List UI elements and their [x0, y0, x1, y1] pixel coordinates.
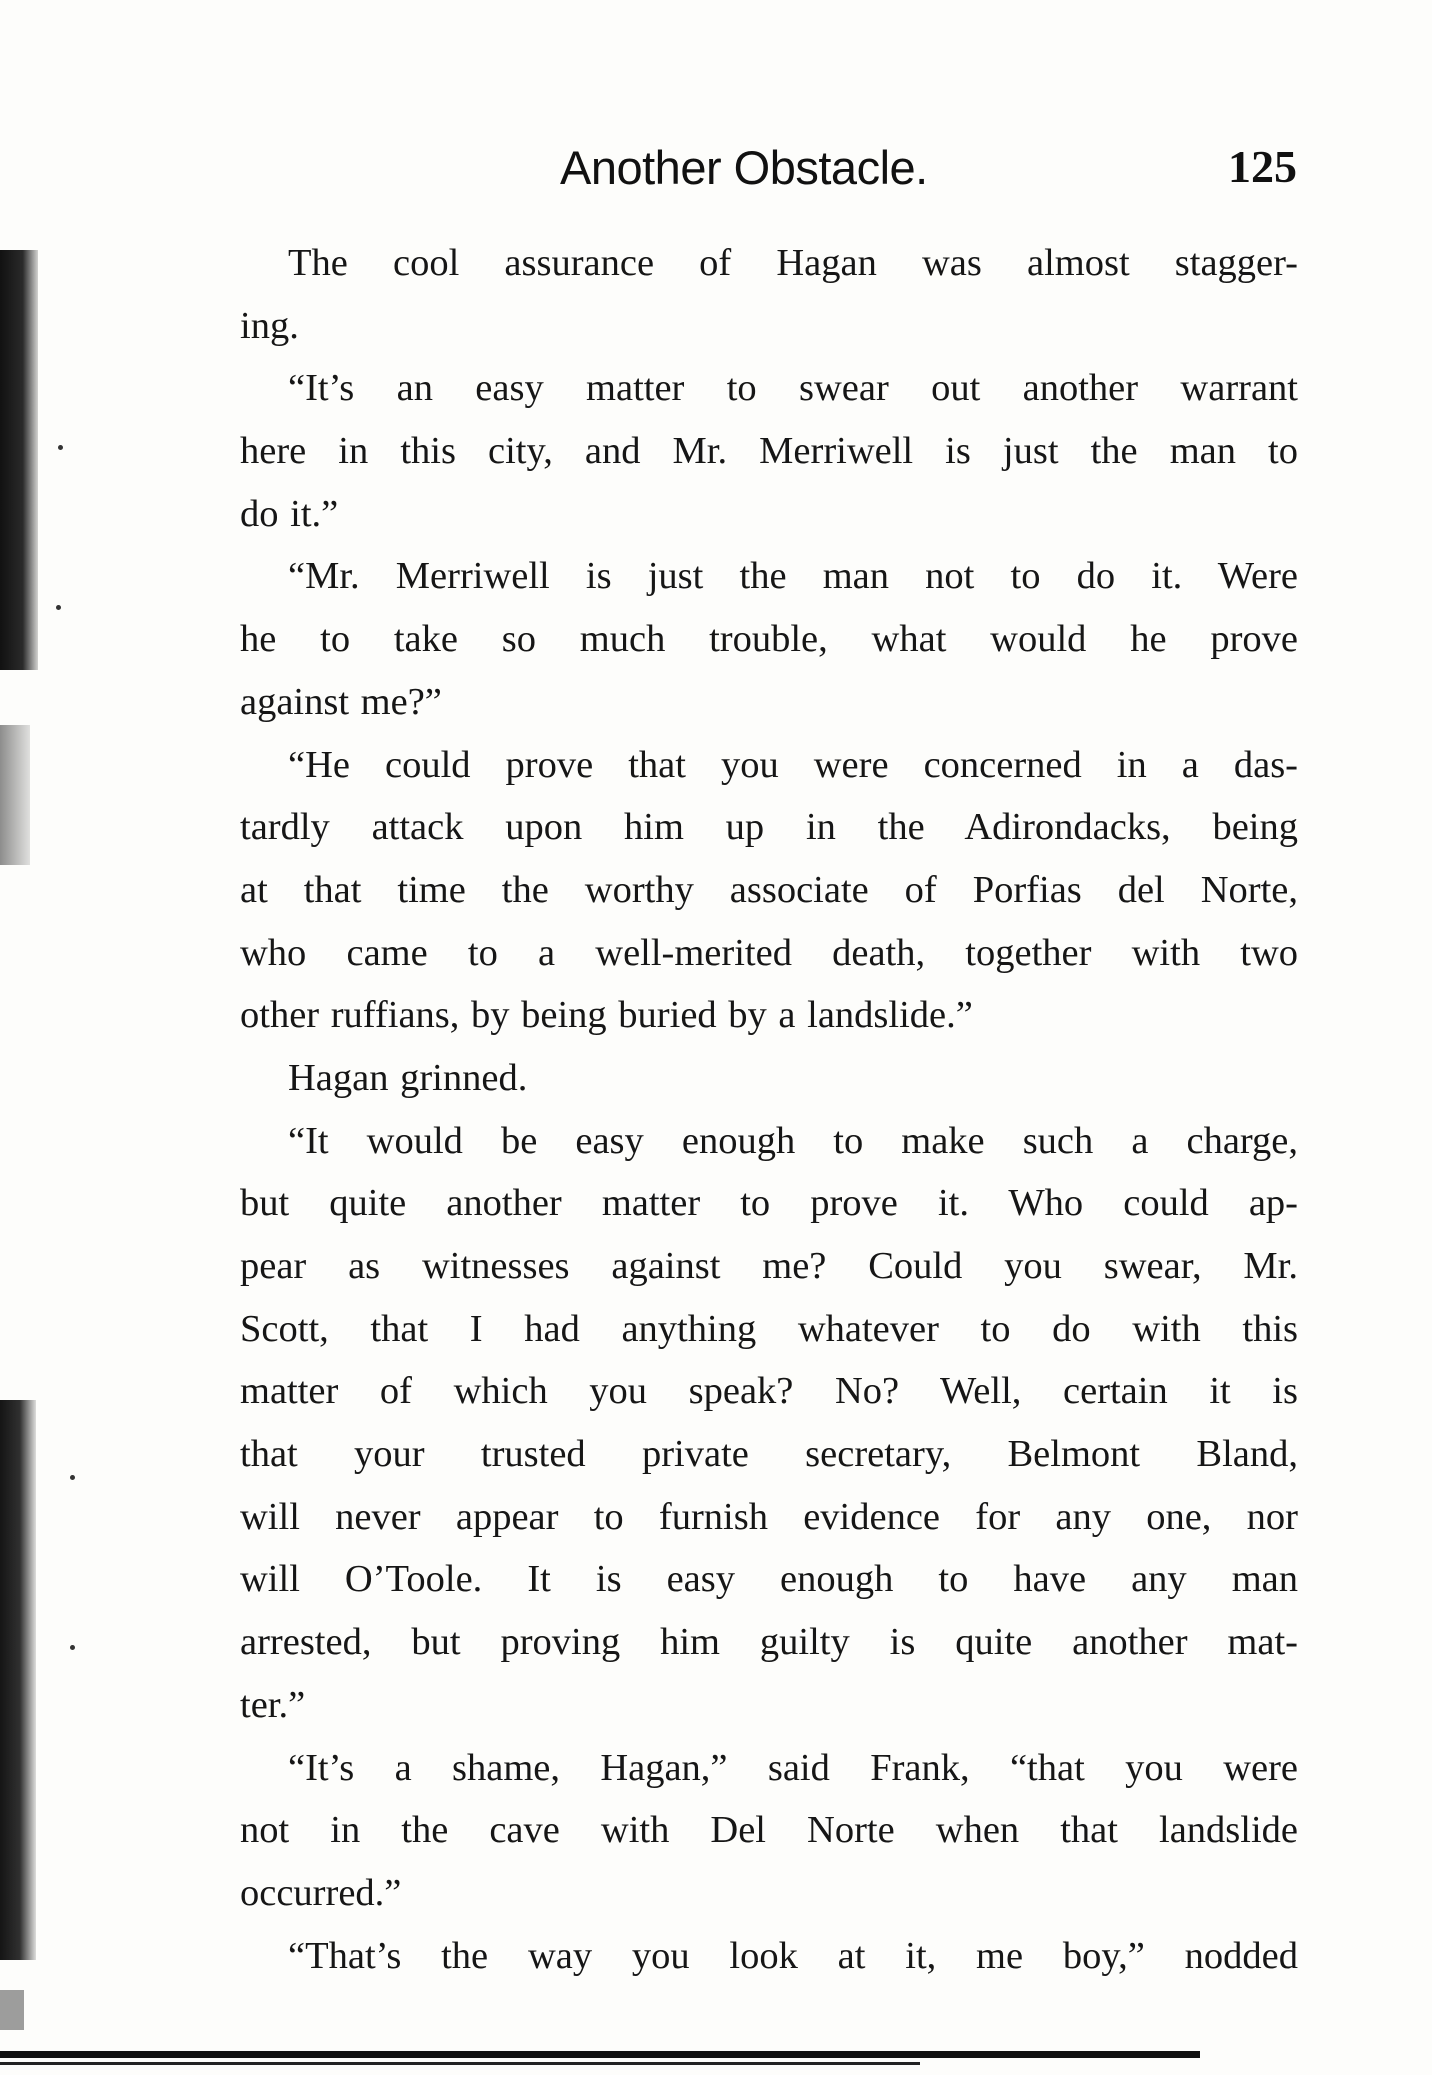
scan-speck — [70, 1475, 75, 1480]
text-line: tardly attack upon him up in the Adirondacks, being — [240, 806, 1298, 849]
text-line: Scott, that I had anything whatever to do with this — [240, 1307, 1298, 1350]
text-line: here in this city, and Mr. Merriwell is just the man to — [240, 430, 1298, 473]
text-line: not in the cave with Del Norte when that landslide — [240, 1809, 1298, 1852]
scan-speck — [56, 605, 61, 610]
text-line: that your trusted private secretary, Belmont Bland, — [240, 1433, 1298, 1476]
scan-edge-mark — [0, 725, 30, 865]
text-line: “It’s an easy matter to swear out another warrant — [288, 367, 1298, 410]
text-line: other ruffians, by being buried by a landslide.” — [240, 994, 973, 1037]
text-line: Hagan grinned. — [288, 1056, 528, 1099]
text-line: “Mr. Merriwell is just the man not to do it. Were — [288, 555, 1298, 598]
text-line: “It would be easy enough to make such a charge, — [288, 1119, 1298, 1162]
text-line: ing. — [240, 304, 299, 347]
text-line: matter of which you speak? No? Well, certain it is — [240, 1370, 1298, 1413]
text-line: will O’Toole. It is easy enough to have any man — [240, 1558, 1298, 1601]
text-line: “He could prove that you were concerned in a das- — [288, 743, 1298, 786]
bottom-rule-thin — [0, 2062, 920, 2065]
scan-edge-mark — [0, 1400, 36, 1960]
text-line: ter.” — [240, 1683, 306, 1726]
scan-edge-mark — [0, 1990, 24, 2030]
text-line: “That’s the way you look at it, me boy,” nodded — [288, 1934, 1298, 1977]
text-line: against me?” — [240, 680, 442, 723]
scan-edge-mark — [0, 250, 38, 670]
text-line: he to take so much trouble, what would he prove — [240, 618, 1298, 661]
scan-speck — [70, 1645, 75, 1650]
text-line: pear as witnesses against me? Could you swear, Mr. — [240, 1245, 1298, 1287]
text-line: arrested, but proving him guilty is quite another mat- — [240, 1621, 1298, 1664]
text-line: The cool assurance of Hagan was almost stagger- — [288, 242, 1298, 284]
text-line: at that time the worthy associate of Porfias del Norte, — [240, 868, 1298, 911]
body-text — [240, 232, 1298, 1987]
running-head — [0, 140, 1432, 210]
scan-speck — [58, 445, 63, 450]
text-line: “It’s a shame, Hagan,” said Frank, “that you were — [288, 1746, 1298, 1789]
text-line: do it.” — [240, 492, 339, 535]
text-line: will never appear to furnish evidence for any one, nor — [240, 1495, 1298, 1538]
text-line: but quite another matter to prove it. Who could ap- — [240, 1182, 1298, 1225]
text-line: who came to a well-merited death, together with two — [240, 931, 1298, 974]
running-title: Another Obstacle. — [560, 141, 928, 194]
bottom-rule — [0, 2051, 1200, 2058]
text-line: occurred.” — [240, 1871, 402, 1914]
page-number: 125 — [1228, 141, 1297, 192]
